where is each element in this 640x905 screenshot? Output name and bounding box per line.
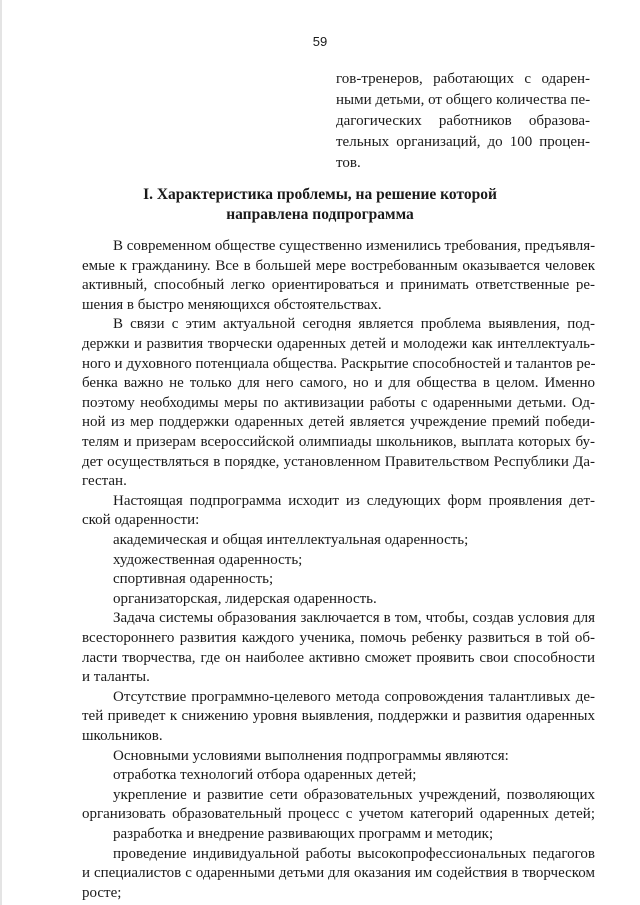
body-line: В связи с этим актуальной сегодня является проблема выявления, под- xyxy=(113,316,595,333)
body-line: тей приведет к снижению уровня выявления, поддержки и развития одаренных xyxy=(82,708,595,725)
list-item: укрепление и развитие сети образовательных учреждений, позволяющих xyxy=(113,786,595,803)
body-line: Настоящая подпрограмма исходит из следующих форм проявления дет- xyxy=(113,492,595,509)
body-line: проведение индивидуальной работы высокопрофессиональных педагогов xyxy=(113,845,595,862)
continuation-line: тов. xyxy=(336,155,361,171)
body-line: ласти творчества, где он наиболее активно сможет проявить свои способности xyxy=(82,649,595,666)
list-item: академическая и общая интеллектуальная одаренность; xyxy=(113,532,469,548)
body-line: росте; xyxy=(82,884,122,901)
body-line: Задача системы образования заключается в том, чтобы, создав условия для xyxy=(113,610,595,627)
section-heading-line: I. Характеристика проблемы, на решение которой xyxy=(143,186,497,203)
body-line: ного и духовного потенциала общества. Раскрытие способностей и талантов ре- xyxy=(82,355,596,372)
continuation-line: тельных организаций, до 100 процен- xyxy=(336,134,590,150)
list-item: разработка и внедрение развивающих программ и методик; xyxy=(113,826,494,842)
body-line: активный, способный легко ориентироваться и принимать ответственные ре- xyxy=(82,277,595,294)
list-item: организаторская, лидерская одаренность. xyxy=(113,590,377,607)
body-line: Отсутствие программно-целевого метода сопровождения талантливых де- xyxy=(113,688,595,705)
scan-edge xyxy=(0,0,2,905)
body-line: гестан. xyxy=(82,473,127,490)
list-item: художественная одаренность; xyxy=(113,551,303,568)
continuation-line: дагогических работников образова- xyxy=(336,113,590,129)
body-line: шения в быстро меняющихся обстоятельствах. xyxy=(82,296,382,313)
list-item: организовать образовательный процесс с учетом категорий одаренных детей; xyxy=(82,806,595,823)
body-line: всестороннего развития каждого ученика, помочь ребенку развиться в той об- xyxy=(82,630,595,646)
body-line: бенка важно не только для него самого, но и для общества в целом. Именно xyxy=(82,375,595,392)
section-heading-line: направлена подпрограмма xyxy=(226,206,414,223)
body-line: В современном обществе существенно изменились требования, предъявля- xyxy=(113,238,596,254)
body-line: держки и развития творчески одаренных детей и молодежи как интеллектуаль- xyxy=(82,336,595,352)
body-line: и специалистов с одаренными детьми для оказания им содействия в творческом xyxy=(82,865,595,882)
list-item: отработка технологий отбора одаренных детей; xyxy=(113,767,417,784)
body-line: ской одаренности: xyxy=(82,512,200,529)
body-line: Основными условиями выполнения подпрограммы являются: xyxy=(113,747,509,764)
body-line: поэтому необходимы меры по активизации работы с одаренными детьми. Од- xyxy=(82,394,595,411)
continuation-line: гов-тренеров, работающих с одарен- xyxy=(336,71,590,87)
continuation-line: ными детьми, от общего количества пе- xyxy=(336,92,591,108)
list-item: спортивная одаренность; xyxy=(113,571,274,588)
body-line: школьников. xyxy=(82,728,163,744)
body-line: дет осуществляться в порядке, установленном Правительством Республики Да- xyxy=(82,453,595,470)
body-line: телям и призерам всероссийской олимпиады школьников, выплата которых бу- xyxy=(82,434,595,450)
page-number: 59 xyxy=(312,34,328,49)
body-line: емые к гражданину. Все в большей мере востребованным оказывается человек xyxy=(82,257,595,274)
body-line: ной из мер поддержки одаренных детей является учреждение премий победи- xyxy=(82,414,595,431)
body-line: и таланты. xyxy=(82,669,150,686)
